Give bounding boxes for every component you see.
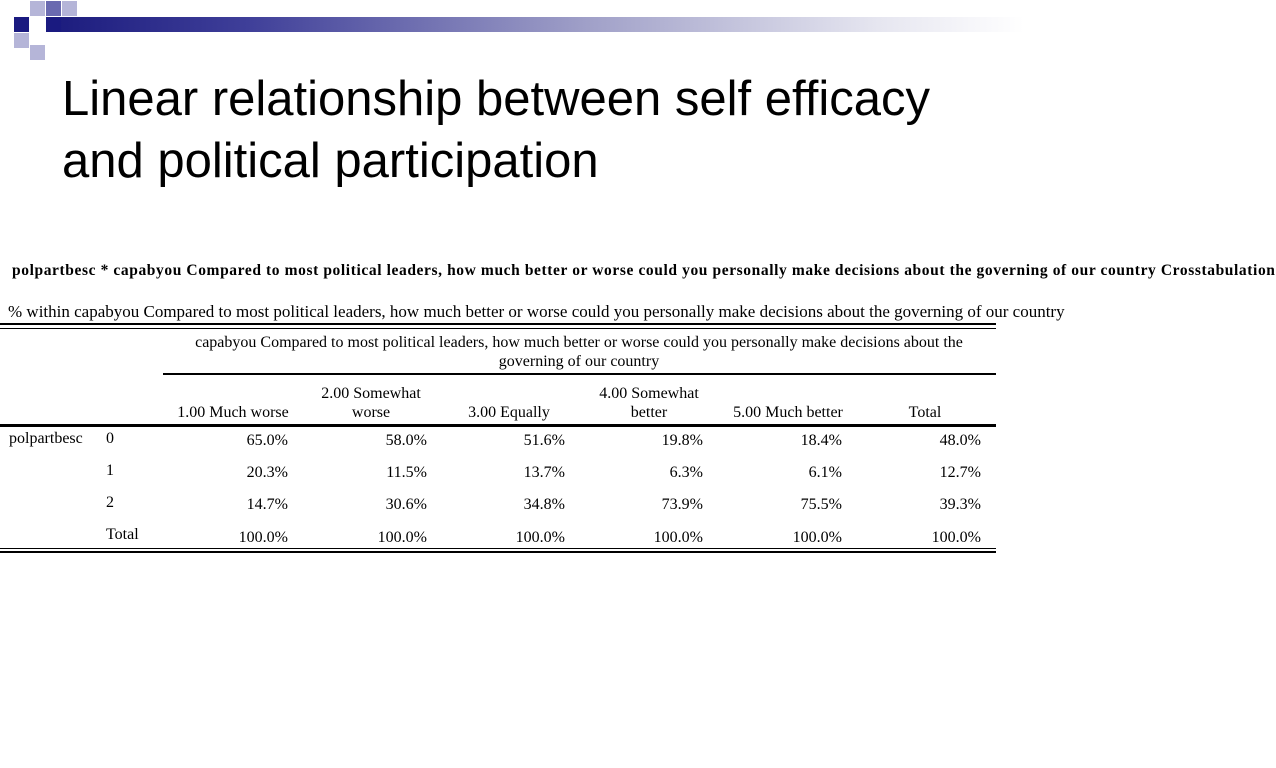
row-label: 1 — [106, 462, 114, 479]
column-header: 4.00 Somewhat better — [599, 385, 699, 421]
table-cell: 11.5% — [386, 464, 427, 481]
table-cell: 48.0% — [939, 432, 981, 449]
decor-square-icon — [30, 1, 45, 16]
table-cell: 6.3% — [669, 464, 703, 481]
table-cell: 20.3% — [246, 464, 288, 481]
table-cell: 34.8% — [523, 496, 565, 513]
decor-square-icon — [14, 33, 29, 48]
table-cell: 19.8% — [661, 432, 703, 449]
table-cell: 13.7% — [523, 464, 565, 481]
column-header: 1.00 Much worse — [177, 404, 289, 421]
table-cell: 100.0% — [238, 529, 288, 546]
column-header: 2.00 Somewhat worse — [321, 385, 421, 421]
column-header: Total — [908, 404, 942, 421]
table-cell: 6.1% — [808, 464, 842, 481]
column-header: 3.00 Equally — [468, 404, 550, 421]
header-bottom-rule — [0, 424, 996, 427]
table-bottom-rule-thin — [0, 548, 996, 549]
table-subheading: % within capabyou Compared to most political leaders, how much better or worse could you personally make decisions about the governing of our country — [8, 302, 1065, 321]
table-cell: 39.3% — [939, 496, 981, 513]
table-cell: 14.7% — [246, 496, 288, 513]
decor-square-icon — [46, 17, 61, 32]
decor-square-icon — [30, 45, 45, 60]
table-bottom-rule — [0, 551, 996, 553]
table-cell: 18.4% — [800, 432, 842, 449]
table-cell: 73.9% — [661, 496, 703, 513]
table-cell: 65.0% — [246, 432, 288, 449]
table-cell: 100.0% — [515, 529, 565, 546]
table-top-rule — [0, 323, 996, 325]
column-group-label: capabyou Compared to most political leaders, how much better or worse could you personally make decisions about the governing of our country — [195, 334, 963, 370]
decor-square-icon — [14, 17, 29, 32]
table-cell: 100.0% — [653, 529, 703, 546]
table-cell: 100.0% — [792, 529, 842, 546]
table-cell: 30.6% — [385, 496, 427, 513]
table-cell: 100.0% — [931, 529, 981, 546]
column-group-rule — [163, 373, 996, 375]
decor-square-icon — [46, 1, 61, 16]
table-heading: polpartbesc * capabyou Compared to most political leaders, how much better or worse could you personally make decisions about the governing of our country Crosstabulation — [12, 262, 1276, 279]
table-top-rule-thin — [0, 328, 996, 329]
row-label: 2 — [106, 494, 114, 511]
decor-square-icon — [62, 1, 77, 16]
table-cell: 12.7% — [939, 464, 981, 481]
table-cell: 75.5% — [800, 496, 842, 513]
row-label: Total — [106, 526, 139, 543]
table-cell: 100.0% — [377, 529, 427, 546]
slide-title: Linear relationship between self efficacy and political participation — [62, 72, 931, 188]
table-cell: 51.6% — [523, 432, 565, 449]
header-gradient-bar — [54, 17, 1024, 32]
column-header: 5.00 Much better — [733, 404, 843, 421]
table-cell: 58.0% — [385, 432, 427, 449]
row-variable-label: polpartbesc — [9, 430, 83, 447]
row-label: 0 — [106, 430, 114, 447]
